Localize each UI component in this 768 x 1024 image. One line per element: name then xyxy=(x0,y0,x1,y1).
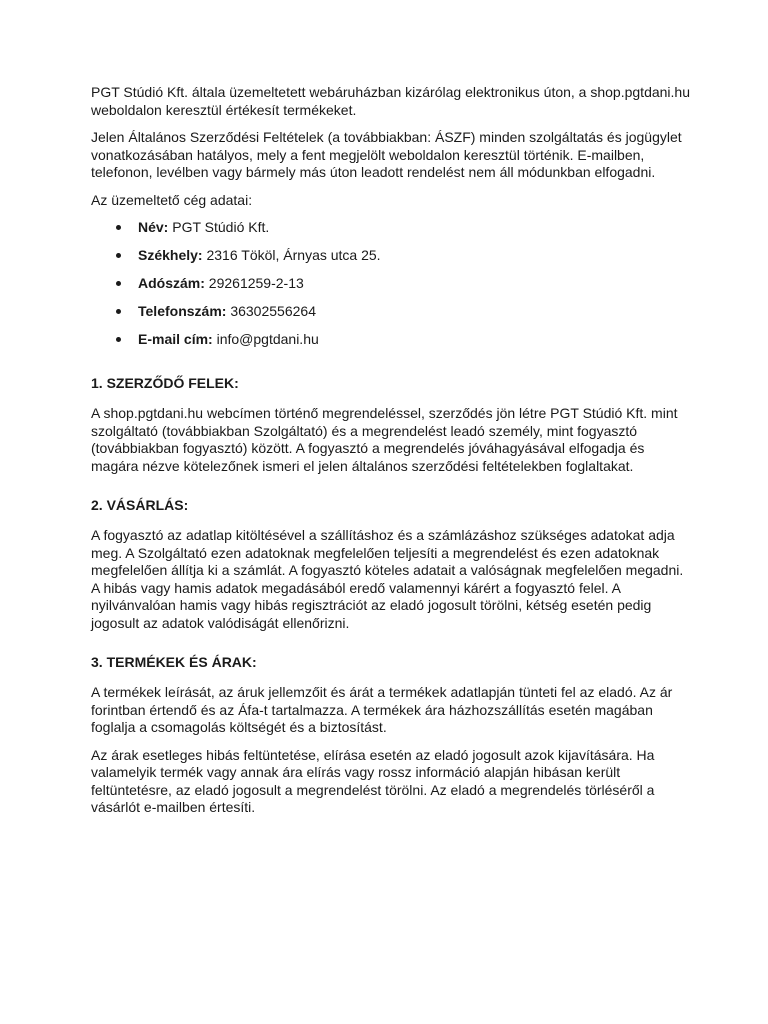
section-3-paragraph-2: Az árak esetleges hibás feltüntetése, elírása esetén az eladó jogosult azok kijavítására. Ha valamelyik termék vagy annak ára elírás vagy rossz információ alapján hibásan került feltüntetésre, az eladó jogosult a megrendelést törölni. Az eladó a megrendelés törléséről a vásárlót e-mailben értesíti. xyxy=(91,746,655,815)
section-3-paragraph-1: A termékek leírását, az áruk jellemzőit és árát a termékek adatlapján tünteti fel az eladó. Az ár forintban értendő és az Áfa-t tartalmazza. A termékek ára házhozszállítás esetén magában foglalja a csomagolás költségét és a biztosítást. xyxy=(91,684,673,735)
section-2-paragraph: A fogyasztó az adatlap kitöltésével a szállításhoz és a számlázáshoz szükséges adatokat adja meg. A Szolgáltató ezen adatoknak megfelelően teljesíti a megrendelést és ezen adatoknak megfelelően állítja ki a számlát. A fogyasztó köteles adatait a valóságnak megfelelően megadni. A hibás vagy hamis adatok megadásából eredő valamennyi kárért a fogyasztó felel. A nyilvánvalóan hamis vagy hibás regisztrációt az eladó jogosult törölni, kétség esetén pedig jogosult az adatok valódiságát ellenőrizni. xyxy=(91,527,684,631)
intro-paragraph-1: PGT Stúdió Kft. általa üzemeltetett webáruházban kizárólag elektronikus úton, a shop.pgtdani.hu weboldalon keresztül értékesít termékeket. xyxy=(91,84,690,118)
list-item-name xyxy=(91,219,691,247)
list-item-email xyxy=(91,331,691,359)
company-email-value: info@pgtdani.hu xyxy=(216,331,319,347)
company-tax-label: Adószám: xyxy=(138,275,205,291)
company-data-list xyxy=(91,219,691,359)
company-phone-label: Telefonszám: xyxy=(138,303,227,319)
company-phone-value: 36302556264 xyxy=(230,303,316,319)
intro-paragraph-2: Jelen Általános Szerződési Feltételek (a továbbiakban: ÁSZF) minden szolgáltatás és jogügylet vonatkozásában hatályos, mely a fent megjelölt weboldalon keresztül történik. E-mailben, telefonon, levélben vagy bármely más úton leadott rendelést nem áll módunkban elfogadni. xyxy=(91,129,682,180)
list-item-tax-number xyxy=(91,275,691,303)
bullet-icon xyxy=(116,309,121,314)
list-item-address xyxy=(91,247,691,275)
company-address-label: Székhely: xyxy=(138,247,203,263)
list-item-phone xyxy=(91,303,691,331)
company-data-heading: Az üzemeltető cég adatai: xyxy=(91,191,253,208)
bullet-icon xyxy=(116,337,121,342)
section-3-title: 3. TERMÉKEK ÉS ÁRAK: xyxy=(91,654,257,670)
company-name-label: Név: xyxy=(138,219,169,235)
section-2-title: 2. VÁSÁRLÁS: xyxy=(91,497,189,513)
company-tax-value: 29261259-2-13 xyxy=(208,275,304,291)
section-1-paragraph: A shop.pgtdani.hu webcímen történő megrendeléssel, szerződés jön létre PGT Stúdió Kft. mint szolgáltató (továbbiakban Szolgáltató) és a megrendelést leadó személy, mint fogyasztó (továbbiakban fogyasztó) között. A fogyasztó a megrendelés jóváhagyásával elfogadja és magára nézve kötelezőnek ismeri el jelen általános szerződési feltételekben foglaltakat. xyxy=(91,405,678,474)
document-page xyxy=(91,84,691,827)
bullet-icon xyxy=(116,225,121,230)
company-email-label: E-mail cím: xyxy=(138,331,213,347)
company-address-value: 2316 Tököl, Árnyas utca 25. xyxy=(206,247,381,263)
bullet-icon xyxy=(116,253,121,258)
company-name-value: PGT Stúdió Kft. xyxy=(172,219,270,235)
section-1-title: 1. SZERZŐDŐ FELEK: xyxy=(91,375,239,391)
bullet-icon xyxy=(116,281,121,286)
